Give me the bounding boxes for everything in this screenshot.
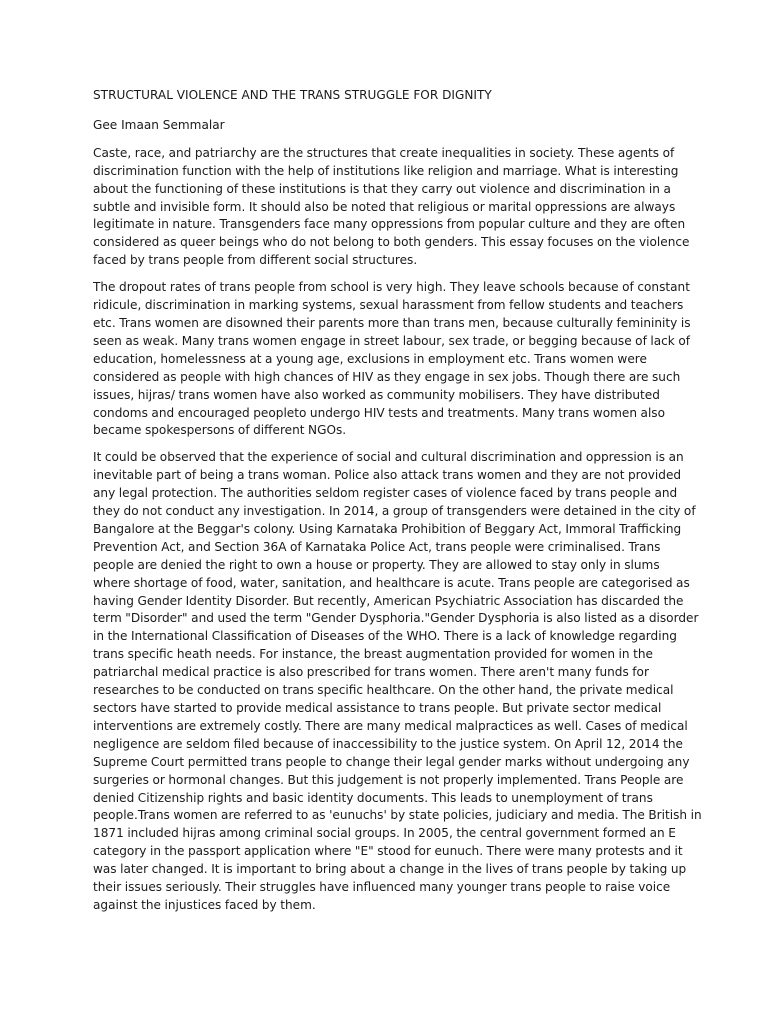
paragraph-line: patriarchal medical practice is also prescribed for trans women. There aren't many funds for bbox=[93, 665, 649, 680]
paragraph-line: Caste, race, and patriarchy are the structures that create inequalities in society. These agents of bbox=[93, 145, 675, 160]
paragraph-line: negligence are seldom filed because of inaccessibility to the justice system. On April 12, 2014 the bbox=[93, 736, 683, 751]
paragraph-line: faced by trans people from different social structures. bbox=[93, 253, 418, 268]
paragraph-line: considered as queer beings who do not belong to both genders. This essay focuses on the violence bbox=[93, 235, 690, 250]
paragraph-line: trans specific heath needs. For instance, the breast augmentation provided for women in the bbox=[93, 647, 653, 662]
paragraph-line: interventions are extremely costly. There are many medical malpractices as well. Cases of medical bbox=[93, 718, 688, 733]
paragraph-line: education, homelessness at a young age, exclusions in employment etc. Trans women were bbox=[93, 351, 647, 366]
paragraph-line: their issues seriously. Their struggles have influenced many younger trans people to raise voice bbox=[93, 880, 671, 895]
paragraph-line: where shortage of food, water, sanitation, and healthcare is acute. Trans people are categorised as bbox=[93, 575, 690, 590]
paragraph-line: became spokespersons of different NGOs. bbox=[93, 423, 347, 438]
paragraph-line: issues, hijras/ trans women have also worked as community mobilisers. They have distributed bbox=[93, 387, 660, 402]
paragraph-line: Prevention Act, and Section 36A of Karnataka Police Act, trans people were criminalised. Trans bbox=[93, 539, 661, 554]
paragraph-line: Supreme Court permitted trans people to change their legal gender marks without undergoing any bbox=[93, 754, 690, 769]
paragraph-line: term "Disorder" and used the term "Gender Dysphoria."Gender Dysphoria is also listed as a disorder bbox=[93, 611, 699, 626]
paragraph-line: category in the passport application where "E" stood for eunuch. There were many protests and it bbox=[93, 844, 683, 859]
paragraph-line: they do not conduct any investigation. In 2014, a group of transgenders were detained in the city of bbox=[93, 504, 696, 519]
paragraph-line: considered as people with high chances of HIV as they engage in sex jobs. Though there are such bbox=[93, 369, 681, 384]
paragraph-line: seen as weak. Many trans women engage in street labour, sex trade, or begging because of lack of bbox=[93, 333, 691, 348]
paragraph-line: condoms and encouraged peopleto undergo HIV tests and treatments. Many trans women also bbox=[93, 405, 665, 420]
paragraph-line: researches to be conducted on trans specific healthcare. On the other hand, the private medical bbox=[93, 683, 674, 698]
paragraph-line: subtle and invisible form. It should also be noted that religious or marital oppressions are always bbox=[93, 199, 676, 214]
paragraph-line: discrimination function with the help of institutions like religion and marriage. What is interesting bbox=[93, 163, 679, 178]
paragraph-line: sectors have started to provide medical assistance to trans people. But private sector medical bbox=[93, 701, 662, 715]
paragraph-line: surgeries or hormonal changes. But this judgement is not properly implemented. Trans People are bbox=[93, 772, 684, 787]
body-paragraph bbox=[93, 449, 702, 915]
body-paragraph bbox=[93, 145, 690, 270]
paragraph-line: inevitable part of being a trans woman. Police also attack trans women and they are not provided bbox=[93, 468, 682, 483]
paragraph-line: Bangalore at the Beggar's colony. Using Karnataka Prohibition of Beggary Act, Immoral Trafficking bbox=[93, 521, 682, 536]
paragraph-line: against the injustices faced by them. bbox=[93, 897, 316, 912]
body-paragraph bbox=[93, 279, 691, 440]
paragraph-list bbox=[93, 145, 702, 915]
paragraph-line: in the International Classification of Diseases of the WHO. There is a lack of knowledge regarding bbox=[93, 629, 677, 644]
paragraph-line: any legal protection. The authorities seldom register cases of violence faced by trans people and bbox=[93, 486, 678, 501]
paragraph-line: denied Citizenship rights and basic identity documents. This leads to unemployment of trans bbox=[93, 790, 653, 805]
paragraph-line: people.Trans women are referred to as 'eunuchs' by state policies, judiciary and media. The British in bbox=[93, 808, 702, 823]
paragraph-line: having Gender Identity Disorder. But recently, American Psychiatric Association has discarded the bbox=[93, 593, 684, 608]
paragraph-line: The dropout rates of trans people from school is very high. They leave schools because of constant bbox=[93, 280, 690, 295]
paragraph-line: 1871 included hijras among criminal social groups. In 2005, the central government formed an E bbox=[93, 826, 676, 841]
paragraph-line: It could be observed that the experience of social and cultural discrimination and oppression is an bbox=[93, 450, 684, 465]
paragraph-line: about the functioning of these institutions is that they carry out violence and discrimination in a bbox=[93, 181, 671, 196]
document-body bbox=[93, 87, 702, 924]
document-title: STRUCTURAL VIOLENCE AND THE TRANS STRUGGLE FOR DIGNITY bbox=[93, 88, 492, 102]
paragraph-line: etc. Trans women are disowned their parents more than trans men, because culturally femininity is bbox=[93, 315, 691, 330]
document-author: Gee Imaan Semmalar bbox=[93, 117, 225, 132]
paragraph-line: ridicule, discrimination in marking systems, sexual harassment from fellow students and teachers bbox=[93, 298, 684, 313]
paragraph-line: was later changed. It is important to bring about a change in the lives of trans people by taking up bbox=[93, 862, 687, 877]
paragraph-line: people are denied the right to own a house or property. They are allowed to stay only in slums bbox=[93, 557, 660, 572]
paragraph-line: legitimate in nature. Transgenders face many oppressions from popular culture and they are often bbox=[93, 217, 686, 232]
